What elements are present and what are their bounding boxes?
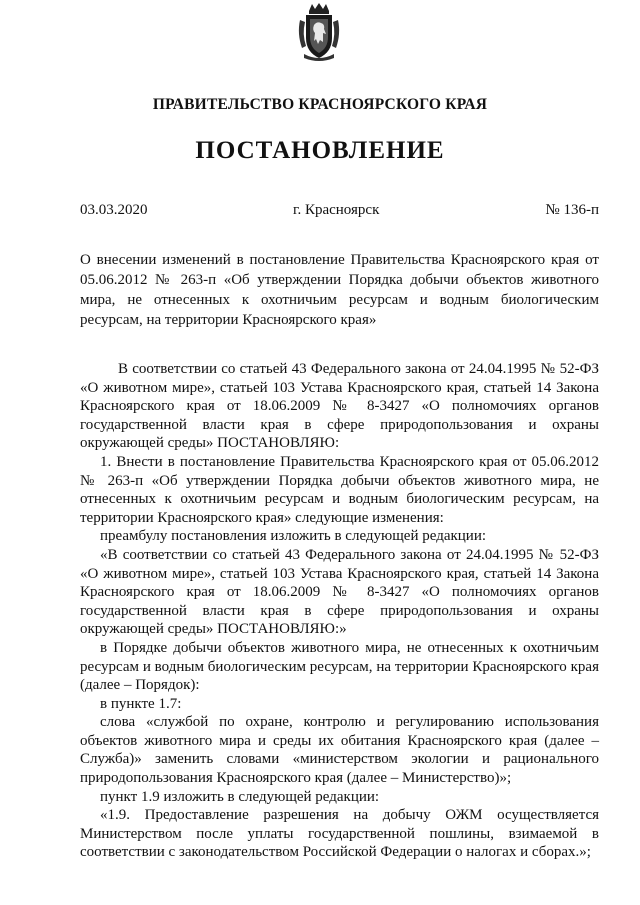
- paragraph-preamble-instruction: преамбулу постановления изложить в следующей редакции:: [100, 528, 487, 545]
- document-body: [80, 360, 599, 862]
- paragraph-clause-1-7: в пункте 1.7:: [100, 695, 182, 712]
- paragraph-clause-1-9: пункт 1.9 изложить в следующей редакции:: [100, 788, 380, 805]
- coat-of-arms-icon: [296, 2, 342, 64]
- paragraph-order-change: в Порядке добычи объектов животного мира, не отнесенных к охотничьим ресурсам и водным биологическим ресурсам, на территории Красноярского края (далее – Порядок):: [80, 639, 599, 694]
- document-number: № 136-п: [545, 202, 599, 218]
- paragraph-clause-1-9-text: «1.9. Предоставление разрешения на добычу ОЖМ осуществляется Министерством после уплаты государственной пошлины, взимаемой в соответствии с законодательством Российской Федерации о налогах и сборах.»;: [80, 807, 599, 861]
- document-type: ПОСТАНОВЛЕНИЕ: [195, 137, 445, 164]
- paragraph-preamble: В соответствии со статьей 43 Федерального закона от 24.04.1995 № 52-ФЗ «О животном мире», статьей 103 Устава Красноярского края, статьей 14 Закона Красноярского края от 18.06.2009 № 8-3427 «О полномочиях органов государственной власти края в сфере природопользования и охраны окружающей среды» ПОСТАНОВЛЯЮ:: [80, 361, 599, 452]
- paragraph-words-replace: слова «службой по охране, контролю и регулированию использования объектов животного мира и среды их обитания Красноярского края (далее – Служба)» заменить словами «министерством экологии и рационального природопользования Красноярского края (далее – Министерство)»;: [80, 714, 599, 787]
- government-name: ПРАВИТЕЛЬСТВО КРАСНОЯРСКОГО КРАЯ: [152, 96, 488, 113]
- paragraph-item-1: 1. Внести в постановление Правительства Красноярского края от 05.06.2012 № 263-п «Об утверждении Порядка добычи объектов животного мира, не отнесенных к охотничьим ресурсам и водным биологическим ресурсам, на территории Красноярского края» следующие изменения:: [80, 453, 599, 526]
- paragraph-new-preamble: «В соответствии со статьей 43 Федерального закона от 24.04.1995 № 52-ФЗ «О животном мире», статьей 103 Устава Красноярского края, статьей 14 Закона Красноярского края от 18.06.2009 № 8-3427 «О полномочиях органов государственной власти края в сфере природопользования и охраны окружающей среды» ПОСТАНОВЛЯЮ:»: [80, 546, 599, 638]
- document-city: г. Красноярск: [293, 202, 380, 218]
- document-date: 03.03.2020: [80, 202, 148, 218]
- document-title: О внесении изменений в постановление Правительства Красноярского края от 05.06.2012 № 263-п «Об утверждении Порядка добычи объектов животного мира, не отнесенных к охотничьим ресурсам и водным биологическим ресурсам, на территории Красноярского края»: [80, 252, 599, 328]
